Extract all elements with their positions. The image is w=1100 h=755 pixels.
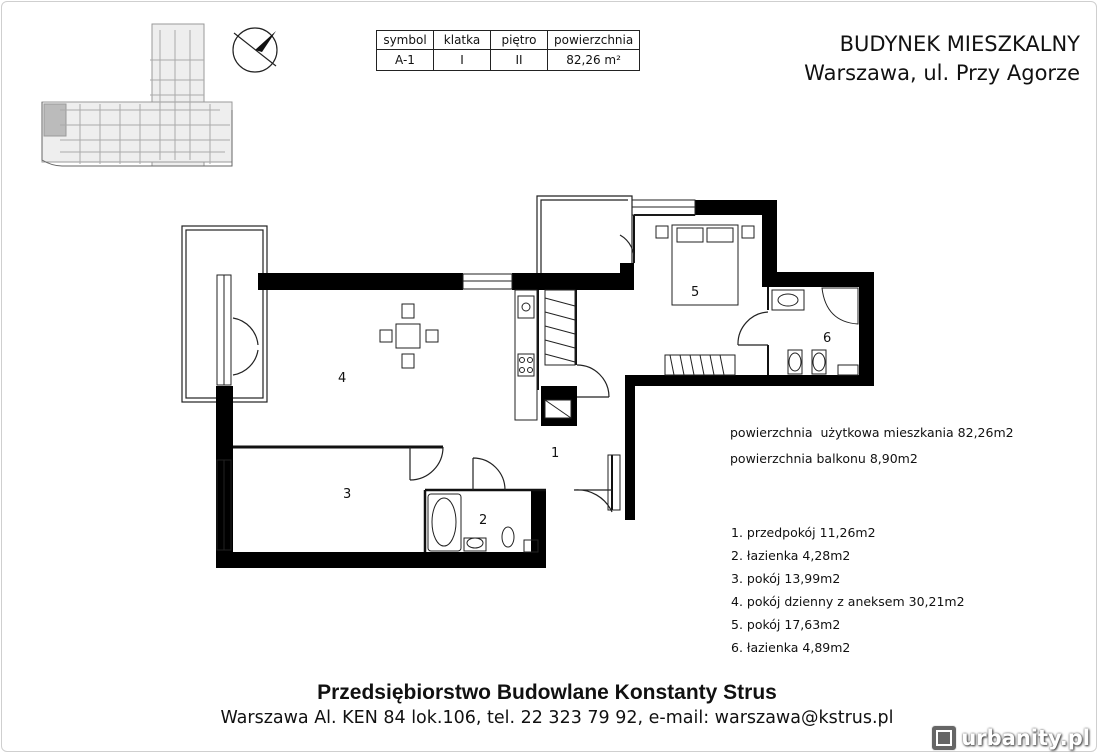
north-arrow-icon [233,28,277,72]
spec-table-header [377,31,640,50]
dining-table-icon [380,304,438,368]
room-list-item: 3. pokój 13,99m2 [731,571,841,586]
room-number-2: 2 [479,513,488,528]
room-list-item: 2. łazienka 4,28m2 [731,548,851,563]
balcony-top-outline [537,196,632,275]
room-list-item: 5. pokój 17,63m2 [731,617,841,632]
room-list-item: 6. łazienka 4,89m2 [731,640,851,655]
kitchen-counter-icon [515,290,537,420]
company-name: Przedsiębiorstwo Budowlane Konstanty Strus [317,681,777,704]
bathroom-6-fixtures [772,288,858,375]
key-plan [42,24,232,166]
watermark-text: urbanity.pl [961,726,1090,750]
apartment-spec-table [376,30,640,71]
spec-value-symbol: A-1 [377,50,434,71]
usable-area-text: powierzchnia użytkowa mieszkania 82,26m2 [730,425,1014,440]
windows [217,200,695,550]
bed-icon [656,225,754,305]
watermark [931,725,1090,751]
room-number-5: 5 [691,285,700,300]
vent-shaft-icon [545,400,571,418]
spec-header-pietro: piętro [491,31,548,50]
spec-header-powierzchnia: powierzchnia [548,31,640,50]
watermark-logo-icon [931,725,957,751]
room-number-3: 3 [343,487,352,502]
walls [216,200,874,568]
balcony-area-text: powierzchnia balkonu 8,90m2 [730,451,918,466]
building-title [804,30,1080,88]
spec-header-klatka: klatka [434,31,491,50]
area-summary [730,420,1014,472]
spec-value-pietro: II [491,50,548,71]
room-number-4: 4 [338,371,347,386]
spec-value-powierzchnia: 82,26 m² [548,50,640,71]
room-list-item: 1. przedpokój 11,26m2 [731,525,876,540]
room-list-item: 4. pokój dzienny z aneksem 30,21m2 [731,594,965,609]
building-title-line2: Warszawa, ul. Przy Agorze [804,61,1080,85]
building-title-line1: BUDYNEK MIESZKALNY [839,32,1080,56]
spec-value-klatka: I [434,50,491,71]
company-contact: Warszawa Al. KEN 84 lok.106, tel. 22 323 79 92, e-mail: warszawa@kstrus.pl [220,708,894,728]
room-list [731,521,965,659]
spec-header-symbol: symbol [377,31,434,50]
room-number-1: 1 [551,446,560,461]
room-number-6: 6 [823,331,832,346]
spec-table-row [377,50,640,71]
